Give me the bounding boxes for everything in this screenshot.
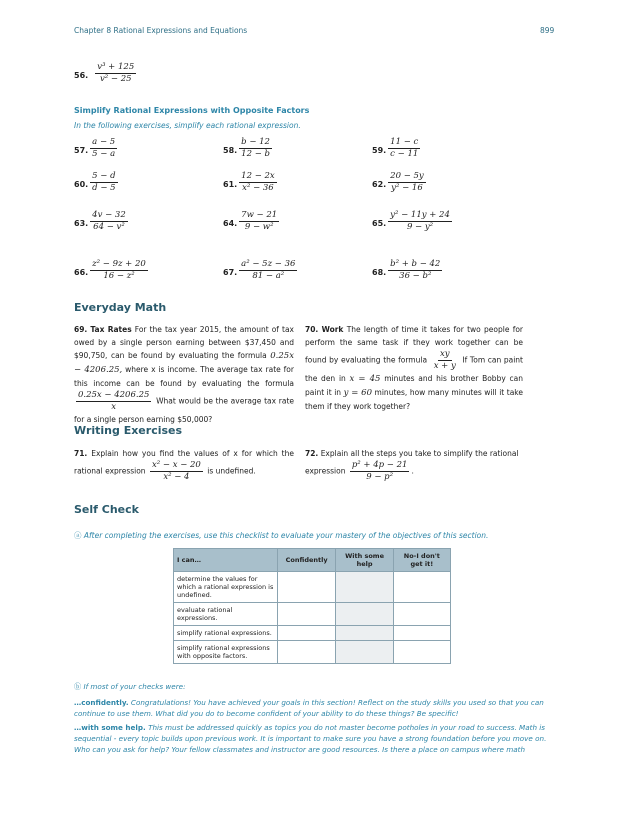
table-row	[174, 603, 451, 626]
formula: 0.25x − 4206.25,	[74, 351, 294, 375]
denominator: 16 − z²	[103, 271, 135, 281]
table-body	[174, 572, 451, 664]
numerator: z² − 9z + 20	[92, 259, 146, 269]
numerator: 7w − 21	[241, 210, 278, 220]
intro-text: After completing the exercises, use this checklist to evaluate your mastery of the objectives of this section.	[83, 531, 489, 540]
section-title-everyday-math: Everyday Math	[74, 301, 167, 314]
denominator: 9 − w²	[244, 222, 274, 232]
problem-number: 71.	[74, 449, 88, 458]
confidently-paragraph	[74, 697, 554, 719]
col-header-confidently: Confidently	[277, 549, 335, 572]
checkbox-no[interactable]	[393, 603, 450, 626]
problem-text: The length of time it takes for two people for perform the same task if they work together can be found by evaluating the formula	[305, 325, 524, 365]
denominator: y² − 16	[391, 183, 423, 193]
fraction	[90, 259, 148, 282]
equation: y = 60	[343, 388, 373, 398]
checkbox-confidently[interactable]	[277, 641, 335, 664]
fraction	[76, 390, 151, 413]
numerator: a − 5	[92, 137, 116, 147]
fraction	[388, 210, 452, 233]
problem-text: Explain all the steps you take to simplify the rational expression	[305, 449, 519, 476]
problem-72	[305, 447, 523, 483]
problem-71	[74, 447, 294, 483]
problem-text: For the tax year 2015, the amount of tax owed by a single person earning between $37,450 and $90,750, can be found by evaluating the formula	[74, 325, 294, 360]
denominator: 36 − b²	[399, 271, 432, 281]
fraction	[90, 171, 117, 194]
denominator: 9 − y²	[406, 222, 434, 232]
problem-number: 72.	[305, 449, 319, 458]
problem-item	[74, 137, 119, 160]
table-row	[174, 572, 451, 603]
numerator: b² + b − 42	[390, 259, 441, 269]
col-header-i-can: I can…	[174, 549, 278, 572]
col-header-with-some-help: With some help	[336, 549, 393, 572]
checkbox-confidently[interactable]	[277, 603, 335, 626]
objective-cell: simplify rational expressions.	[174, 626, 278, 641]
denominator: x + y	[433, 361, 456, 371]
denominator: x² − 36	[242, 183, 274, 193]
denominator: x² − 4	[163, 472, 190, 482]
numerator: 5 − d	[92, 171, 116, 181]
subsection-title: Simplify Rational Expressions with Opposite Factors	[74, 106, 310, 115]
with-some-help-label: …with some help.	[74, 723, 146, 732]
fraction	[239, 171, 277, 194]
problem-item	[223, 137, 274, 160]
problem-item	[74, 210, 130, 233]
numerator: 0.25x − 4206.25	[78, 390, 150, 400]
denominator: v² − 25	[99, 74, 132, 84]
problem-number: 56.	[74, 71, 89, 80]
checkbox-no[interactable]	[393, 572, 450, 603]
problem-item	[372, 137, 422, 160]
problem-number: 58.	[223, 146, 238, 155]
fraction	[95, 62, 136, 85]
denominator: c − 11	[390, 149, 419, 159]
problem-item	[74, 259, 150, 282]
checkbox-with-some-help[interactable]	[336, 603, 393, 626]
self-check-table	[173, 548, 451, 664]
section-title-writing-exercises: Writing Exercises	[74, 424, 183, 437]
numerator: xy	[439, 349, 450, 359]
denominator: 5 − a	[92, 149, 116, 159]
problem-text: minutes and his brother Bobby can paint it in	[305, 374, 523, 397]
instructions: In the following exercises, simplify each rational expression.	[74, 121, 301, 130]
denominator: x	[111, 402, 117, 412]
problem-number: 66.	[74, 268, 89, 277]
fraction	[90, 210, 128, 233]
problem-69	[74, 323, 294, 426]
numerator: y² − 11y + 24	[390, 210, 450, 220]
numerator: 12 − 2x	[241, 171, 275, 181]
numerator: 20 − 5y	[390, 171, 424, 181]
problem-text: .	[411, 466, 414, 476]
numerator: 4v − 32	[92, 210, 126, 220]
marker-a-icon: ⓐ	[74, 531, 82, 540]
checkbox-with-some-help[interactable]	[336, 641, 393, 664]
checkbox-confidently[interactable]	[277, 572, 335, 603]
problem-number: 64.	[223, 219, 238, 228]
problem-number: 59.	[372, 146, 387, 155]
fraction	[239, 259, 297, 282]
fraction	[388, 171, 426, 194]
problem-item	[223, 171, 279, 194]
objective-cell: simplify rational expressions with opposite factors.	[174, 641, 278, 664]
fraction	[90, 137, 117, 160]
checkbox-confidently[interactable]	[277, 626, 335, 641]
problem-number: 60.	[74, 180, 89, 189]
numerator: 11 − c	[390, 137, 419, 147]
problem-label: Tax Rates	[90, 325, 132, 334]
equation: x = 45	[349, 374, 381, 384]
checkbox-with-some-help[interactable]	[336, 572, 393, 603]
self-check-intro	[74, 530, 534, 541]
problem-label: Work	[321, 325, 344, 334]
problem-number: 70.	[305, 325, 319, 334]
denominator: 9 − p²	[366, 472, 394, 482]
problem-text: What would be the average tax rate for a single person earning $50,000?	[74, 396, 294, 424]
chapter-header: Chapter 8 Rational Expressions and Equations	[74, 26, 248, 35]
problem-number: 61.	[223, 180, 238, 189]
confidently-text: Congratulations! You have achieved your goals in this section! Reflect on the study skills you used so that you can continue to use them. What did you do to become confident of your ability to do these things? Be specific!	[74, 698, 544, 718]
checkbox-no[interactable]	[393, 626, 450, 641]
numerator: a² − 5z − 36	[241, 259, 296, 269]
table-row	[174, 626, 451, 641]
problem-text: where x is income. The average tax rate for this income can be found by evaluating the formula	[74, 365, 294, 388]
confidently-label: …confidently.	[74, 698, 129, 707]
problem-text: Explain how you find the values of x for which the rational expression	[74, 449, 294, 476]
checkbox-no[interactable]	[393, 641, 450, 664]
problem-item	[372, 210, 454, 233]
table-header-row	[174, 549, 451, 572]
col-header-no: No-I don't get it!	[393, 549, 450, 572]
problem-56	[74, 62, 138, 85]
if-most-text: If most of your checks were:	[83, 682, 186, 691]
problem-item	[223, 259, 299, 282]
numerator: p² + 4p − 21	[351, 460, 408, 470]
problem-item	[74, 171, 120, 194]
with-some-help-paragraph	[74, 722, 554, 755]
problem-number: 63.	[74, 219, 89, 228]
numerator: b − 12	[241, 137, 270, 147]
numerator: x² − x − 20	[151, 460, 201, 470]
objective-cell: determine the values for which a rational expression is undefined.	[174, 572, 278, 603]
fraction	[350, 460, 410, 483]
problem-text: minutes, how many minutes will it take them if they work together?	[305, 388, 523, 411]
with-some-help-text: This must be addressed quickly as topics you do not master become potholes in your road to success. Math is sequential - every topic builds upon previous work. It is important to make sure you have a strong foundation before you move on. Who can you ask for help? Your fellow classmates and instructor are good resources. Is there a place on campus where math	[74, 723, 547, 754]
problem-number: 65.	[372, 219, 387, 228]
marker-b-icon: ⓑ	[74, 682, 82, 691]
fraction	[239, 137, 272, 160]
denominator: d − 5	[92, 183, 116, 193]
problem-number: 62.	[372, 180, 387, 189]
denominator: 81 − a²	[252, 271, 285, 281]
fraction	[388, 259, 442, 282]
problem-item	[372, 259, 444, 282]
problem-number: 68.	[372, 268, 387, 277]
page-number: 899	[540, 26, 555, 35]
checkbox-with-some-help[interactable]	[336, 626, 393, 641]
problem-text: If Tom can paint the den in	[305, 355, 523, 383]
if-most-line	[74, 681, 544, 692]
problem-number: 67.	[223, 268, 238, 277]
fraction	[150, 460, 203, 483]
denominator: 64 − v²	[93, 222, 125, 232]
problem-number: 69.	[74, 325, 88, 334]
problem-70	[305, 323, 523, 413]
fraction	[432, 349, 458, 372]
problem-item	[223, 210, 281, 233]
denominator: 12 − b	[241, 149, 270, 159]
section-title-self-check: Self Check	[74, 503, 139, 516]
problem-number: 57.	[74, 146, 89, 155]
fraction	[388, 137, 420, 160]
table-row	[174, 641, 451, 664]
problem-item	[372, 171, 428, 194]
objective-cell: evaluate rational expressions.	[174, 603, 278, 626]
fraction	[239, 210, 279, 233]
problem-text: is undefined.	[207, 466, 256, 476]
numerator: v³ + 125	[97, 62, 135, 72]
